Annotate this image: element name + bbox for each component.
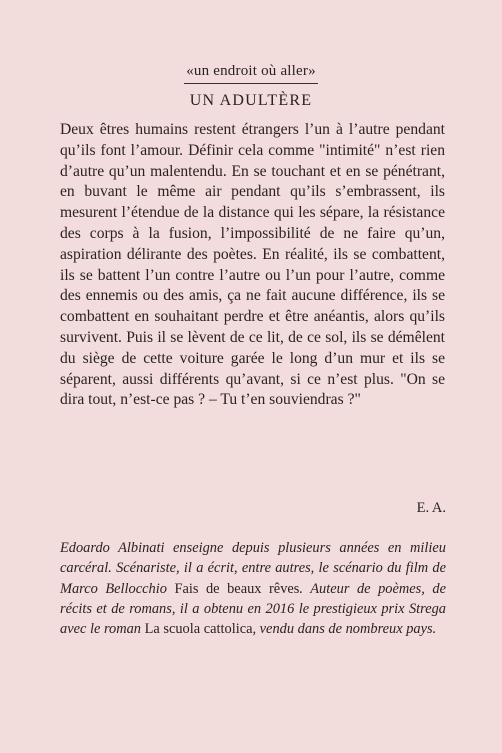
author-bio [60,538,446,639]
page-title: UN ADULTÈRE [189,92,313,109]
bio-text-2: . Auteur de poèmes, de récits et de romans, il a obtenu en 2016 le prestigieux prix Strega avec le roman [60,580,446,638]
bio-text-3: , vendu dans de nombreux pays. [252,621,437,638]
series-label: «un endroit où aller» [184,63,318,84]
novel-title: La scuola cattolica [144,621,253,638]
film-title: Fais de beaux rêves [174,580,300,597]
bio-text-1: Edoardo Albinati enseigne depuis plusieurs années en milieu carcéral. Scénariste, il a écrit, entre autres, le scénario du film de Marco Bellocchio [60,540,446,597]
series-header [0,62,502,84]
main-text: Deux êtres humains restent étrangers l’un à l’autre pendant qu’ils font l’amour. Définir cela comme "intimité" n’est rien d’autre qu’un malentendu. En se touchant et en se pénétrant, en buvant le même air pendant qu’ils s’embrassent, ils mesurent l’étendue de la distance qui les sépare, la résistance des corps à la fusion, l’impossibilité de ne faire qu’un, aspiration délirante des poètes. En réalité, ils se combattent, ils se battent l’un contre l’autre ou l’un pour l’autre, comme des ennemis ou des amis, ça ne fait aucune différence, ils se combattent en souhaitant perdre et être anéantis, alors qu’ils survivent. Puis il se lèvent de ce lit, de ce sol, ils se démêlent du siège de cette voiture garée le long d’un mur et ils se séparent, aussi différents qu’avant, si ce n’est plus. "On se dira tout, n’est-ce pas ? – Tu t’en souviendras ?" [60,121,445,409]
author-initials: E. A. [416,500,446,516]
